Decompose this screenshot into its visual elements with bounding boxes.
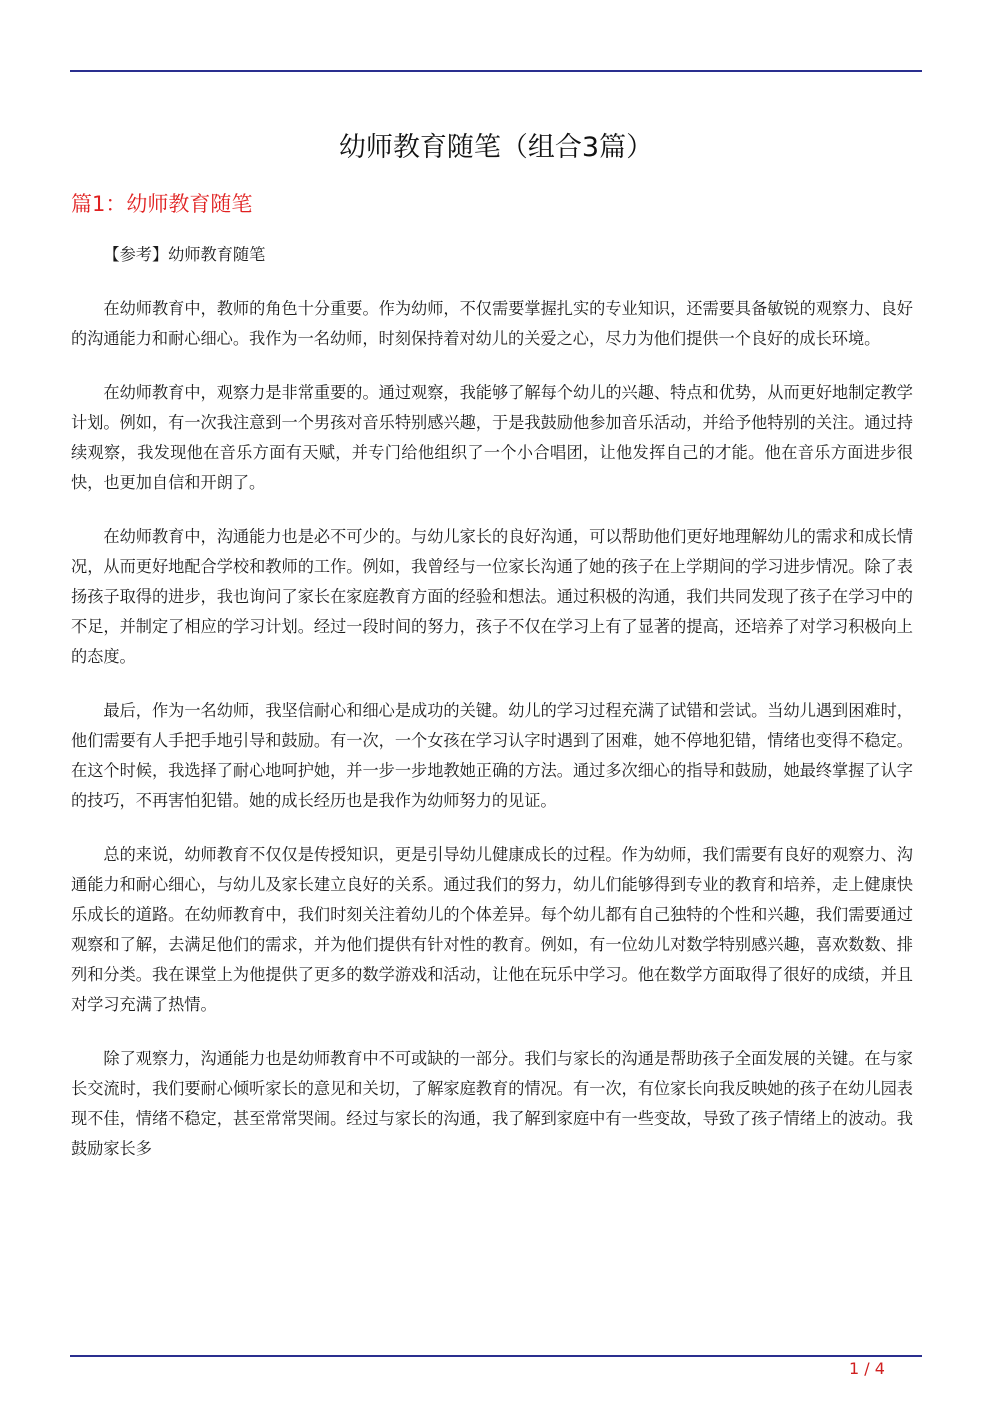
document-title: 幼师教育随笔（组合3篇） xyxy=(338,132,654,163)
section-heading: 篇1：幼师教育随笔 xyxy=(71,192,253,216)
page-number: 1 / 4 xyxy=(849,1359,885,1378)
paragraph-4: 最后，作为一名幼师，我坚信耐心和细心是成功的关键。幼儿的学习过程充满了试错和尝试。当幼儿遇到困难时，他们需要有人手把手地引导和鼓励。有一次，一个女孩在学习认字时遇到了困难，她不停地犯错，情绪也变得不稳定。在这个时候，我选择了耐心地呵护她，并一步一步地教她正确的方法。通过多次细心的指导和鼓励，她最终掌握了认字的技巧，不再害怕犯错。她的成长经历也是我作为幼师努力的见证。 xyxy=(71,701,913,810)
paragraph-6: 除了观察力，沟通能力也是幼师教育中不可或缺的一部分。我们与家长的沟通是帮助孩子全面发展的关键。在与家长交流时，我们要耐心倾听家长的意见和关切，了解家庭教育的情况。有一次，有位家长向我反映她的孩子在幼儿园表现不佳，情绪不稳定，甚至常常哭闹。经过与家长的沟通，我了解到家庭中有一些变故，导致了孩子情绪上的波动。我鼓励家长多 xyxy=(71,1049,913,1158)
paragraph-1: 在幼师教育中，教师的角色十分重要。作为幼师，不仅需要掌握扎实的专业知识，还需要具备敏锐的观察力、良好的沟通能力和耐心细心。我作为一名幼师，时刻保持着对幼儿的关爱之心，尽力为他们提供一个良好的成长环境。 xyxy=(71,299,913,348)
footer-rule xyxy=(70,1355,922,1357)
reference-line: 【参考】幼师教育随笔 xyxy=(103,245,266,264)
paragraph-2: 在幼师教育中，观察力是非常重要的。通过观察，我能够了解每个幼儿的兴趣、特点和优势，从而更好地制定教学计划。例如，有一次我注意到一个男孩对音乐特别感兴趣，于是我鼓励他参加音乐活动，并给予他特别的关注。通过持续观察，我发现他在音乐方面有天赋，并专门给他组织了一个小合唱团，让他发挥自己的才能。他在音乐方面进步很快，也更加自信和开朗了。 xyxy=(71,383,913,492)
paragraph-5: 总的来说，幼师教育不仅仅是传授知识，更是引导幼儿健康成长的过程。作为幼师，我们需要有良好的观察力、沟通能力和耐心细心，与幼儿及家长建立良好的关系。通过我们的努力，幼儿们能够得到专业的教育和培养，走上健康快乐成长的道路。在幼师教育中，我们时刻关注着幼儿的个体差异。每个幼儿都有自己独特的个性和兴趣，我们需要通过观察和了解，去满足他们的需求，并为他们提供有针对性的教育。例如，有一位幼儿对数学特别感兴趣，喜欢数数、排列和分类。我在课堂上为他提供了更多的数学游戏和活动，让他在玩乐中学习。他在数学方面取得了很好的成绩，并且对学习充满了热情。 xyxy=(71,845,913,1014)
header-rule xyxy=(70,70,922,72)
document-body xyxy=(71,240,913,1188)
paragraph-3: 在幼师教育中，沟通能力也是必不可少的。与幼儿家长的良好沟通，可以帮助他们更好地理解幼儿的需求和成长情况，从而更好地配合学校和教师的工作。例如，我曾经与一位家长沟通了她的孩子在上学期间的学习进步情况。除了表扬孩子取得的进步，我也询问了家长在家庭教育方面的经验和想法。通过积极的沟通，我们共同发现了孩子在学习中的不足，并制定了相应的学习计划。经过一段时间的努力，孩子不仅在学习上有了显著的提高，还培养了对学习积极向上的态度。 xyxy=(71,527,913,666)
